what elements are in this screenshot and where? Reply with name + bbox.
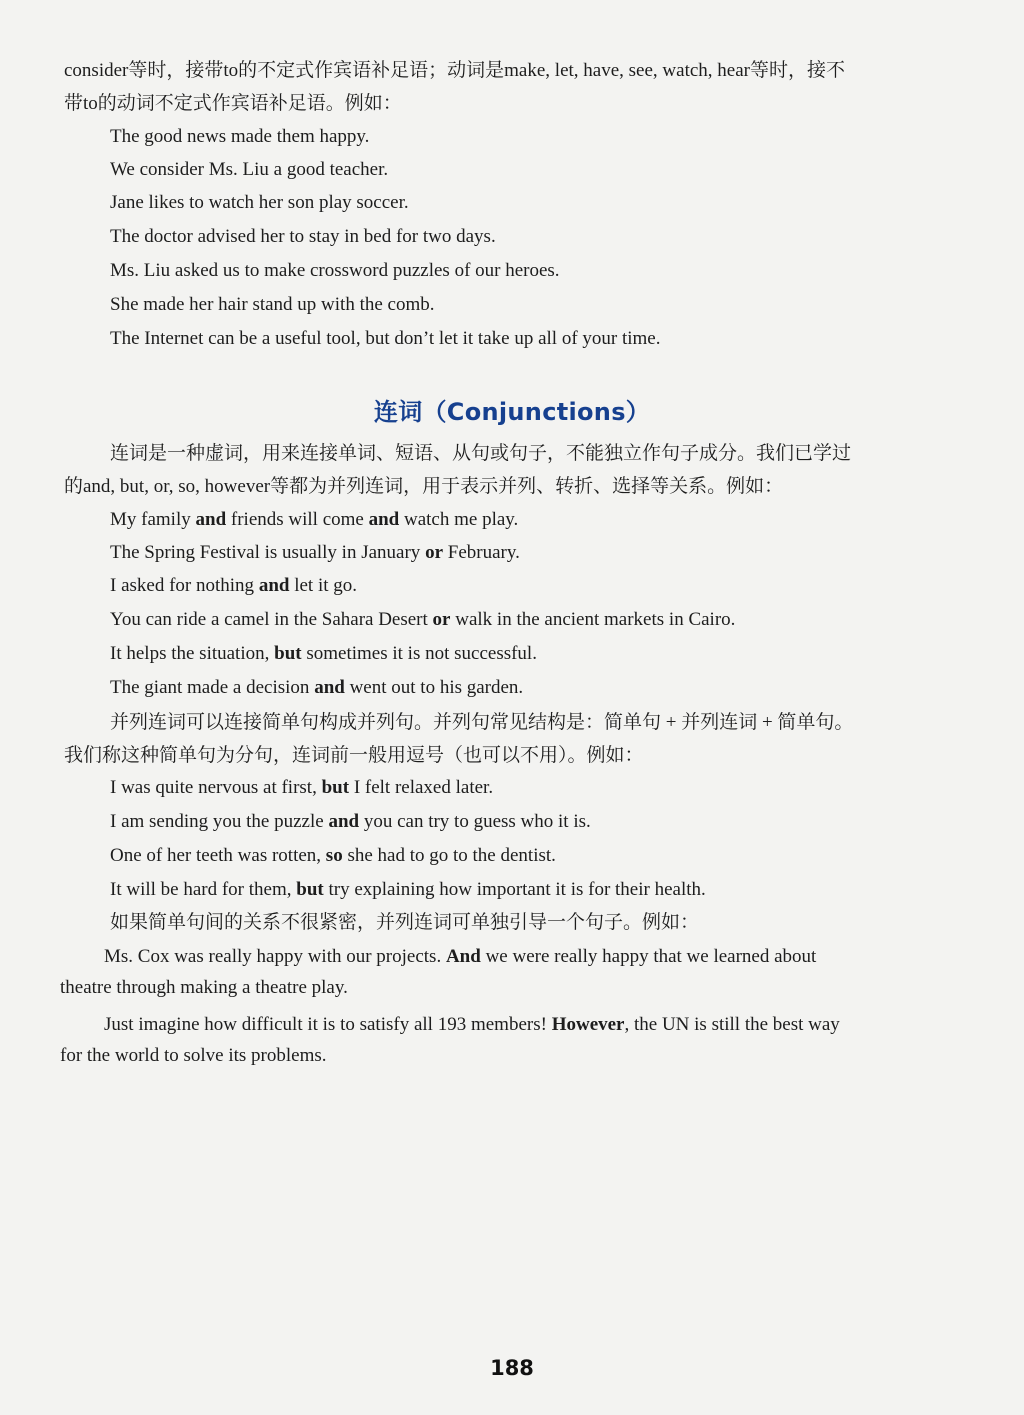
example-sentence: You can ride a camel in the Sahara Desert or walk in the ancient markets in Cairo.	[110, 609, 736, 630]
example-sentence: Jane likes to watch her son play soccer.	[110, 192, 409, 213]
intro-line-2: 带to的动词不定式作宾语补足语。例如：	[64, 93, 402, 114]
conjunction-keyword: or	[425, 542, 443, 563]
example-sentence: I am sending you the puzzle and you can try to guess who it is.	[110, 811, 591, 832]
example-sentence: One of her teeth was rotten, so she had to go to the dentist.	[110, 845, 556, 866]
example-sentence: The Internet can be a useful tool, but don’t let it take up all of your time.	[110, 328, 661, 349]
intro-line-1: consider等时，接带to的不定式作宾语补足语；动词是make, let, have, see, watch, hear等时，接不	[64, 60, 845, 81]
example-sentence: The doctor advised her to stay in bed for two days.	[110, 226, 496, 247]
paragraph-example-1-line-2: theatre through making a theatre play.	[60, 977, 348, 998]
example-sentence: My family and friends will come and watch me play.	[110, 509, 519, 530]
example-sentence: The giant made a decision and went out to his garden.	[110, 677, 524, 698]
paragraph-example-2-line-1: Just imagine how difficult it is to satisfy all 193 members! However, the UN is still the best way	[104, 1014, 840, 1035]
conjunction-keyword: but	[321, 777, 350, 798]
example-sentence: She made her hair stand up with the comb.	[110, 294, 435, 315]
compound-line-2: 我们称这种简单句为分句，连词前一般用逗号（也可以不用）。例如：	[64, 745, 644, 766]
example-sentence: It will be hard for them, but try explaining how important it is for their health.	[110, 879, 706, 900]
example-sentence: I asked for nothing and let it go.	[110, 575, 358, 596]
example-sentence: I was quite nervous at first, but I felt relaxed later.	[110, 777, 494, 798]
compound-line-1: 并列连词可以连接简单句构成并列句。并列句常见结构是：简单句 + 并列连词 + 简单句。	[110, 712, 854, 733]
example-sentence: The Spring Festival is usually in January or February.	[110, 542, 520, 563]
conj-intro-line-1: 连词是一种虚词，用来连接单词、短语、从句或句子，不能独立作句子成分。我们已学过	[110, 443, 852, 464]
conjunction-keyword: However	[551, 1014, 625, 1035]
conjunction-keyword: but	[274, 643, 302, 664]
example-sentence: The good news made them happy.	[110, 126, 370, 147]
conjunction-keyword: or	[432, 609, 451, 630]
independent-note: 如果简单句间的关系不很紧密，并列连词可单独引导一个句子。例如：	[110, 912, 700, 933]
example-sentence: It helps the situation, but sometimes it is not successful.	[110, 643, 537, 664]
conj-intro-line-2: 的and, but, or, so, however等都为并列连词，用于表示并列、转折、选择等关系。例如：	[64, 476, 784, 497]
section-heading: 连词（Conjunctions）	[373, 398, 651, 426]
example-sentence: Ms. Liu asked us to make crossword puzzles of our heroes.	[110, 260, 560, 281]
conjunction-keyword: and	[328, 811, 360, 832]
conjunction-keyword: and	[368, 509, 400, 530]
conjunction-keyword: and	[195, 509, 227, 530]
conjunction-keyword: so	[325, 845, 343, 866]
paragraph-example-1-line-1: Ms. Cox was really happy with our projects. And we were really happy that we learned about	[104, 946, 817, 967]
paragraph-example-2-line-2: for the world to solve its problems.	[60, 1045, 327, 1066]
conjunction-keyword: and	[314, 677, 345, 698]
conjunction-keyword: And	[445, 946, 481, 967]
conjunction-keyword: but	[296, 879, 324, 900]
example-sentence: We consider Ms. Liu a good teacher.	[110, 159, 389, 180]
page-number: 188	[490, 1356, 534, 1380]
conjunction-keyword: and	[258, 575, 290, 596]
